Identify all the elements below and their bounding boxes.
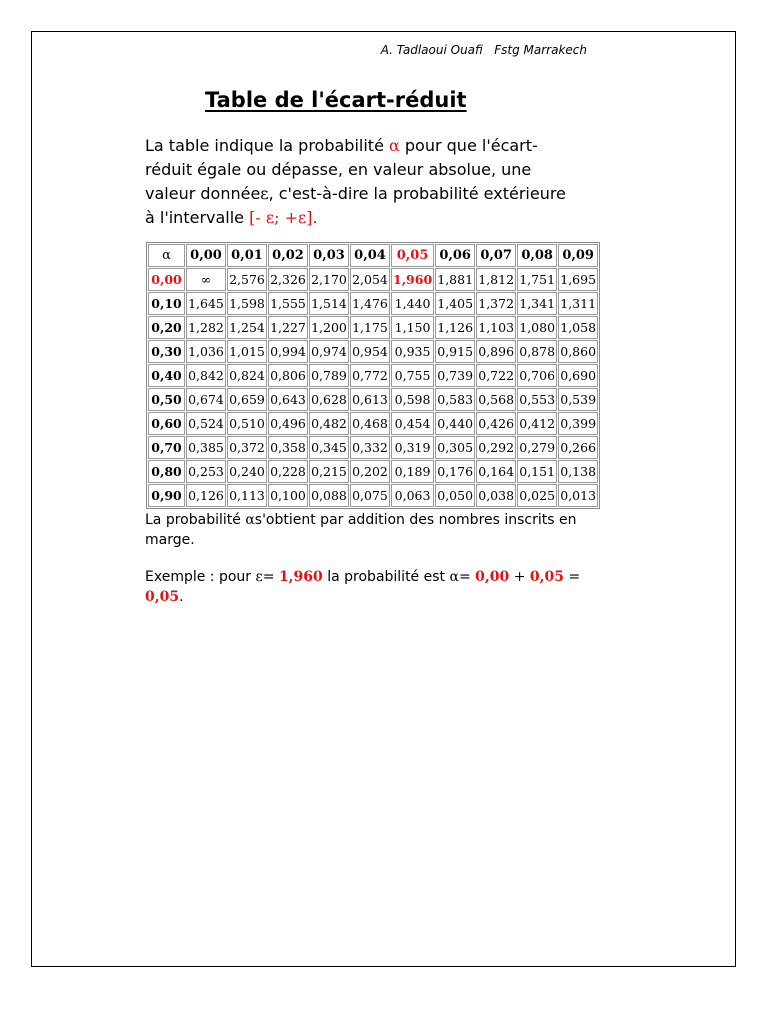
- row-header: 0,30: [148, 340, 185, 363]
- table-cell: 0,643: [268, 388, 308, 411]
- table-cell: 2,054: [350, 268, 390, 291]
- table-cell: 0,332: [350, 436, 390, 459]
- table-cell: 0,598: [391, 388, 434, 411]
- plus-sign: +: [513, 569, 526, 585]
- table-cell: 1,440: [391, 292, 434, 315]
- table-cell: 0,974: [309, 340, 349, 363]
- table-cell: 0,151: [517, 460, 557, 483]
- table-cell: 1,476: [350, 292, 390, 315]
- table-cell: 1,341: [517, 292, 557, 315]
- row-header: 0,80: [148, 460, 185, 483]
- row-header: 0,20: [148, 316, 185, 339]
- page-title: Table de l'écart-réduit: [205, 88, 467, 112]
- table-cell: 2,326: [268, 268, 308, 291]
- reduced-deviation-table: [146, 242, 600, 509]
- column-header: 0,06: [435, 244, 475, 267]
- column-header: 0,03: [309, 244, 349, 267]
- table-cell: 1,227: [268, 316, 308, 339]
- column-header: 0,07: [476, 244, 516, 267]
- table-cell: 0,524: [186, 412, 226, 435]
- table-cell: 0,088: [309, 484, 349, 507]
- table-cell: 0,468: [350, 412, 390, 435]
- table-cell: 0,305: [435, 436, 475, 459]
- addend-a: 0,00: [475, 569, 510, 585]
- table-cell: 0,690: [558, 364, 598, 387]
- table-cell: 1,555: [268, 292, 308, 315]
- table-cell: 0,063: [391, 484, 434, 507]
- table-cell: 0,038: [476, 484, 516, 507]
- table-row: [148, 316, 598, 339]
- table-cell: 1,254: [227, 316, 267, 339]
- table-row: [148, 412, 598, 435]
- epsilon-value: 1,960: [278, 569, 323, 585]
- table-cell: 0,385: [186, 436, 226, 459]
- intro-paragraph: [145, 134, 575, 230]
- table-cell: 0,706: [517, 364, 557, 387]
- epsilon-equals: ε=: [255, 569, 275, 585]
- note-text-2: s'obtient par addition des nombres inscrits en marge.: [145, 512, 577, 548]
- table-row: [148, 484, 598, 507]
- column-header: 0,00: [186, 244, 226, 267]
- table-cell: 0,292: [476, 436, 516, 459]
- table-cell: 1,080: [517, 316, 557, 339]
- table-cell: 1,175: [350, 316, 390, 339]
- table-cell: 0,954: [350, 340, 390, 363]
- table-cell: 0,755: [391, 364, 434, 387]
- interval-text: [- ε; +ε].: [249, 208, 318, 227]
- table-cell: 2,170: [309, 268, 349, 291]
- table-cell: 0,358: [268, 436, 308, 459]
- epsilon-symbol: ε: [260, 184, 269, 203]
- column-header: 0,02: [268, 244, 308, 267]
- row-header: 0,60: [148, 412, 185, 435]
- row-header: 0,10: [148, 292, 185, 315]
- table-cell: 0,138: [558, 460, 598, 483]
- table-cell: 0,228: [268, 460, 308, 483]
- row-header: 0,00: [148, 268, 185, 291]
- table-cell: 0,628: [309, 388, 349, 411]
- table-cell: 1,881: [435, 268, 475, 291]
- table-cell: 0,510: [227, 412, 267, 435]
- example-result: 0,05: [145, 589, 180, 605]
- example-end: .: [179, 589, 184, 605]
- table-cell: 0,842: [186, 364, 226, 387]
- table-corner-alpha: α: [148, 244, 185, 267]
- example-prefix: Exemple : pour: [145, 569, 256, 585]
- column-header: 0,08: [517, 244, 557, 267]
- table-cell: 0,824: [227, 364, 267, 387]
- table-cell: 0,126: [186, 484, 226, 507]
- table-cell: 1,058: [558, 316, 598, 339]
- table-row: [148, 268, 598, 291]
- table-cell: 0,659: [227, 388, 267, 411]
- table-cell: 0,789: [309, 364, 349, 387]
- column-header: 0,01: [227, 244, 267, 267]
- table-cell: 0,878: [517, 340, 557, 363]
- table-cell: 1,645: [186, 292, 226, 315]
- alpha-symbol: α: [389, 136, 400, 155]
- table-cell: 0,372: [227, 436, 267, 459]
- note-text-1: La probabilité: [145, 512, 246, 528]
- table-cell: 1,150: [391, 316, 434, 339]
- table-cell: 0,164: [476, 460, 516, 483]
- table-cell: 0,345: [309, 436, 349, 459]
- alpha-equals: α=: [449, 569, 471, 585]
- example-mid: la probabilité est: [322, 569, 450, 585]
- intro-text-2: pour que l'écart-réduit égale ou dépasse, en valeur absolue, une valeur donnée: [145, 136, 538, 203]
- table-cell: 0,426: [476, 412, 516, 435]
- table-cell: 2,576: [227, 268, 267, 291]
- table-cell: 1,695: [558, 268, 598, 291]
- table-cell: 0,189: [391, 460, 434, 483]
- table-cell: 0,915: [435, 340, 475, 363]
- table-cell: 1,015: [227, 340, 267, 363]
- table-cell: 0,440: [435, 412, 475, 435]
- intro-text-3: , c'est-à-dire la probabilité extérieure à l'intervalle: [145, 184, 566, 227]
- intro-text-1: La table indique la probabilité: [145, 136, 389, 155]
- table-cell: 0,539: [558, 388, 598, 411]
- table-row: [148, 292, 598, 315]
- table-cell: 0,482: [309, 412, 349, 435]
- table-cell: ∞: [186, 268, 226, 291]
- table-cell: 0,896: [476, 340, 516, 363]
- table-cell: 0,613: [350, 388, 390, 411]
- table-cell: 0,496: [268, 412, 308, 435]
- table-cell: 0,722: [476, 364, 516, 387]
- table-cell: 1,405: [435, 292, 475, 315]
- table-cell: 0,113: [227, 484, 267, 507]
- table-cell: 0,553: [517, 388, 557, 411]
- table-cell: 1,311: [558, 292, 598, 315]
- table-cell: 1,960: [391, 268, 434, 291]
- table-cell: 1,751: [517, 268, 557, 291]
- table-cell: 0,860: [558, 340, 598, 363]
- table-cell: 0,319: [391, 436, 434, 459]
- table-row: [148, 340, 598, 363]
- table-cell: 0,399: [558, 412, 598, 435]
- table-cell: 0,176: [435, 460, 475, 483]
- table-row: [148, 460, 598, 483]
- table-cell: 0,454: [391, 412, 434, 435]
- column-header: 0,04: [350, 244, 390, 267]
- table-cell: 0,266: [558, 436, 598, 459]
- table-cell: 0,583: [435, 388, 475, 411]
- table-cell: 0,568: [476, 388, 516, 411]
- table-cell: 0,240: [227, 460, 267, 483]
- table-row: [148, 388, 598, 411]
- table-header-row: [148, 244, 598, 267]
- table-cell: 0,806: [268, 364, 308, 387]
- table-cell: 0,050: [435, 484, 475, 507]
- table-cell: 1,036: [186, 340, 226, 363]
- table-cell: 0,100: [268, 484, 308, 507]
- column-header: 0,09: [558, 244, 598, 267]
- table-cell: 1,103: [476, 316, 516, 339]
- addend-b: 0,05: [529, 569, 564, 585]
- table-cell: 0,935: [391, 340, 434, 363]
- table-cell: 1,126: [435, 316, 475, 339]
- alpha-symbol: α: [245, 512, 255, 528]
- table-row: [148, 436, 598, 459]
- row-header: 0,70: [148, 436, 185, 459]
- table-cell: 0,025: [517, 484, 557, 507]
- table-row: [148, 364, 598, 387]
- example-paragraph: [145, 567, 605, 607]
- row-header: 0,90: [148, 484, 185, 507]
- table-cell: 0,075: [350, 484, 390, 507]
- equals-sign: =: [568, 569, 581, 585]
- table-cell: 0,994: [268, 340, 308, 363]
- table-cell: 1,282: [186, 316, 226, 339]
- table-cell: 0,013: [558, 484, 598, 507]
- table-cell: 1,200: [309, 316, 349, 339]
- table-cell: 1,812: [476, 268, 516, 291]
- column-header: 0,05: [391, 244, 434, 267]
- table-cell: 0,253: [186, 460, 226, 483]
- row-header: 0,50: [148, 388, 185, 411]
- table-cell: 1,598: [227, 292, 267, 315]
- author-header: A. Tadlaoui Ouafi Fstg Marrakech: [380, 43, 587, 57]
- table-cell: 0,279: [517, 436, 557, 459]
- row-header: 0,40: [148, 364, 185, 387]
- table-cell: 0,215: [309, 460, 349, 483]
- table-cell: 0,739: [435, 364, 475, 387]
- table-cell: 1,372: [476, 292, 516, 315]
- note-paragraph: [145, 510, 605, 550]
- table-cell: 0,772: [350, 364, 390, 387]
- table-cell: 0,202: [350, 460, 390, 483]
- table-cell: 0,674: [186, 388, 226, 411]
- table-cell: 1,514: [309, 292, 349, 315]
- table-cell: 0,412: [517, 412, 557, 435]
